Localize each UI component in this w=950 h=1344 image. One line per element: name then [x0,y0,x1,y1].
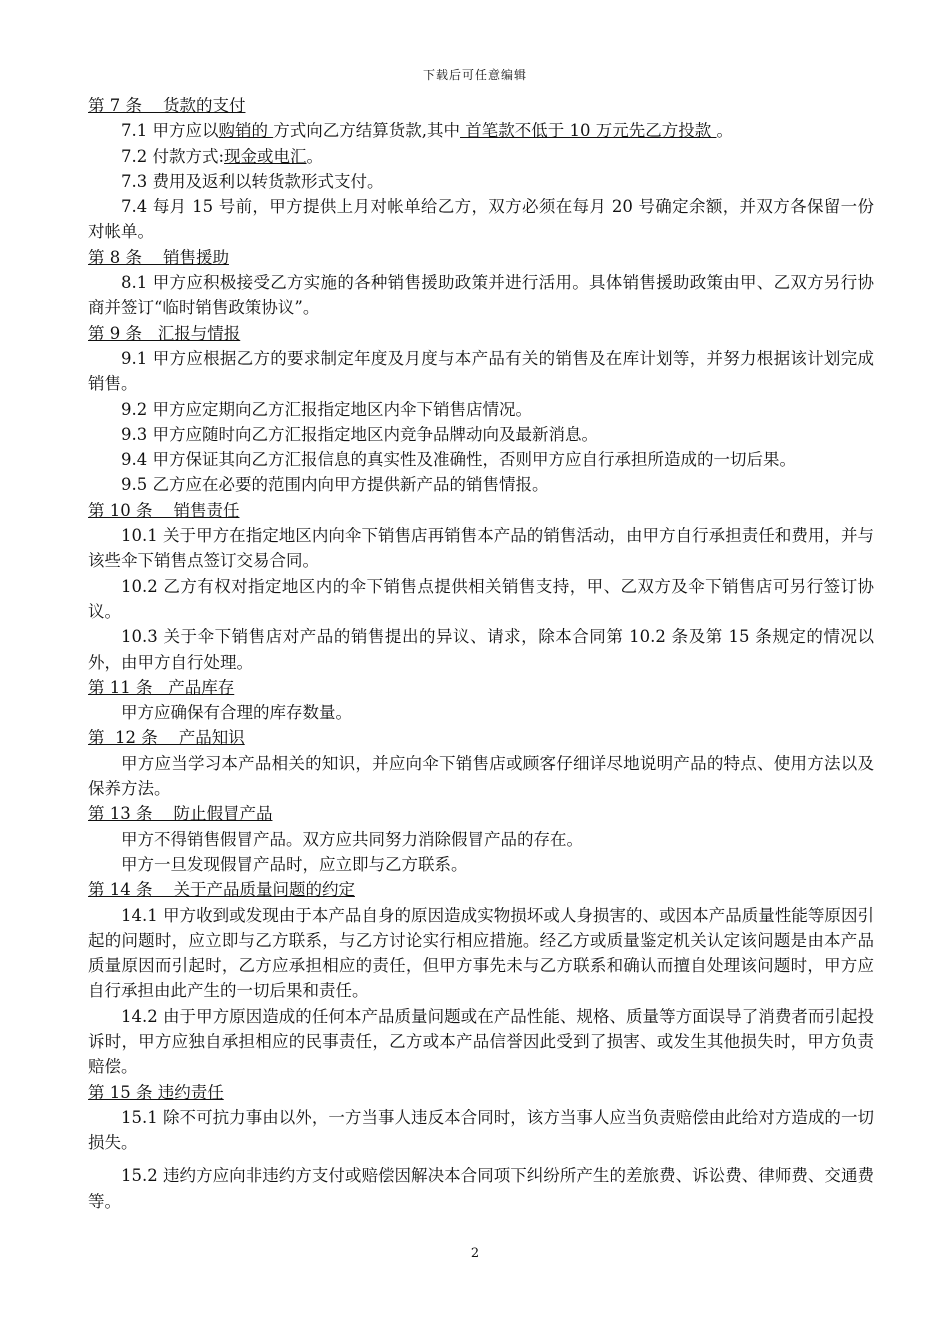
document-body [88,93,874,1214]
clause-9-2: 9.2 甲方应定期向乙方汇报指定地区内伞下销售店情况。 [121,399,532,419]
article-14-title: 第 14 条 关于产品质量问题的约定 [88,880,355,900]
clause-8-1: 8.1 甲方应积极接受乙方实施的各种销售援助政策并进行活用。具体销售援助政策由甲、乙双方另行协商并签订“临时销售政策协议”。 [88,273,874,318]
article-11-title: 第 11 条 产品库存 [88,677,235,697]
clause-9-1: 9.1 甲方应根据乙方的要求制定年度及月度与本产品有关的销售及在库计划等，并努力根据该计划完成销售。 [88,348,874,394]
article-7-title: 第 7 条 货款的支付 [88,96,246,115]
article-15-title: 第 15 条 违约责任 [88,1082,224,1102]
clause-15-2: 15.2 违约方应向非违约方支付或赔偿因解决本合同项下纠纷所产生的差旅费、诉讼费、律师费、交通费等。 [88,1166,874,1211]
article-9-title: 第 9 条 汇报与情报 [88,323,241,343]
clause-14-1: 14.1 甲方收到或发现由于本产品自身的原因造成实物损坏或人身损害的、或因本产品质量性能等原因引起的问题时，应立即与乙方联系，与乙方讨论实行相应措施。经乙方或质量鉴定机关认定该问题是由本产品质量原因而引起时，乙方应承担相应的责任，但甲方事先未与乙方联系和确认而擅自处理该问题时，甲方应自行承担由此产生的一切后果和责任。 [88,905,874,1001]
clause-7-2: 7.2 付款方式:现金或电汇。 [121,146,324,166]
clause-10-1: 10.1 关于甲方在指定地区内向伞下销售店再销售本产品的销售活动，由甲方自行承担责任和费用，并与该些伞下销售点签订交易合同。 [88,526,874,571]
clause-13-text-1: 甲方不得销售假冒产品。双方应共同努力消除假冒产品的存在。 [121,829,583,849]
paragraph-gap [88,1155,874,1163]
clause-10-3: 10.3 关于伞下销售店对产品的销售提出的异议、请求，除本合同第 10.2 条及第 15 条规定的情况以外，由甲方自行处理。 [88,627,874,672]
clause-13-text-2: 甲方一旦发现假冒产品时，应立即与乙方联系。 [121,854,468,874]
clause-12-text: 甲方应当学习本产品相关的知识，并应向伞下销售店或顾客仔细详尽地说明产品的特点、使用方法以及保养方法。 [88,753,874,799]
clause-10-2: 10.2 乙方有权对指定地区内的伞下销售点提供相关销售支持，甲、乙双方及伞下销售店可另行签订协议。 [88,576,874,621]
article-13-title: 第 13 条 防止假冒产品 [88,804,273,824]
clause-9-5: 9.5 乙方应在必要的范围内向甲方提供新产品的销售情报。 [121,475,549,495]
page-header: 下载后可任意编辑 [422,68,527,82]
article-8-title: 第 8 条 销售援助 [88,247,229,267]
page-number: 2 [470,1246,480,1261]
clause-7-1: 7.1 甲方应以购销的 方式向乙方结算货款,其中 首笔款不低于 10 万元先乙方投款 。 [121,121,733,141]
clause-15-1: 15.1 除不可抗力事由以外，一方当事人违反本合同时，该方当事人应当负责赔偿由此给对方造成的一切损失。 [88,1107,874,1153]
clause-11-text: 甲方应确保有合理的库存数量。 [121,703,352,723]
blank-payment-type: 现金或电汇 [224,146,307,166]
clause-9-3: 9.3 甲方应随时向乙方汇报指定地区内竞争品牌动向及最新消息。 [121,424,598,444]
blank-payment-method: 购销的 [218,121,274,141]
article-12-title: 第 12 条 产品知识 [88,728,245,748]
clause-9-4: 9.4 甲方保证其向乙方汇报信息的真实性及准确性，否则甲方应自行承担所造成的一切后果。 [121,450,796,470]
clause-14-2: 14.2 由于甲方原因造成的任何本产品质量问题或在产品性能、规格、质量等方面误导了消费者而引起投诉时，甲方应独自承担相应的民事责任，乙方或本产品信誉因此受到了损害、或发生其他损失时，甲方负责赔偿。 [88,1006,874,1077]
blank-first-payment: 首笔款不低于 10 万元先乙方投款 [460,121,717,141]
clause-7-3: 7.3 费用及返利以转货款形式支付。 [121,171,384,191]
article-10-title: 第 10 条 销售责任 [88,500,240,520]
clause-7-4: 7.4 每月 15 号前，甲方提供上月对帐单给乙方，双方必须在每月 20 号确定余额，并双方各保留一份对帐单。 [88,197,874,242]
